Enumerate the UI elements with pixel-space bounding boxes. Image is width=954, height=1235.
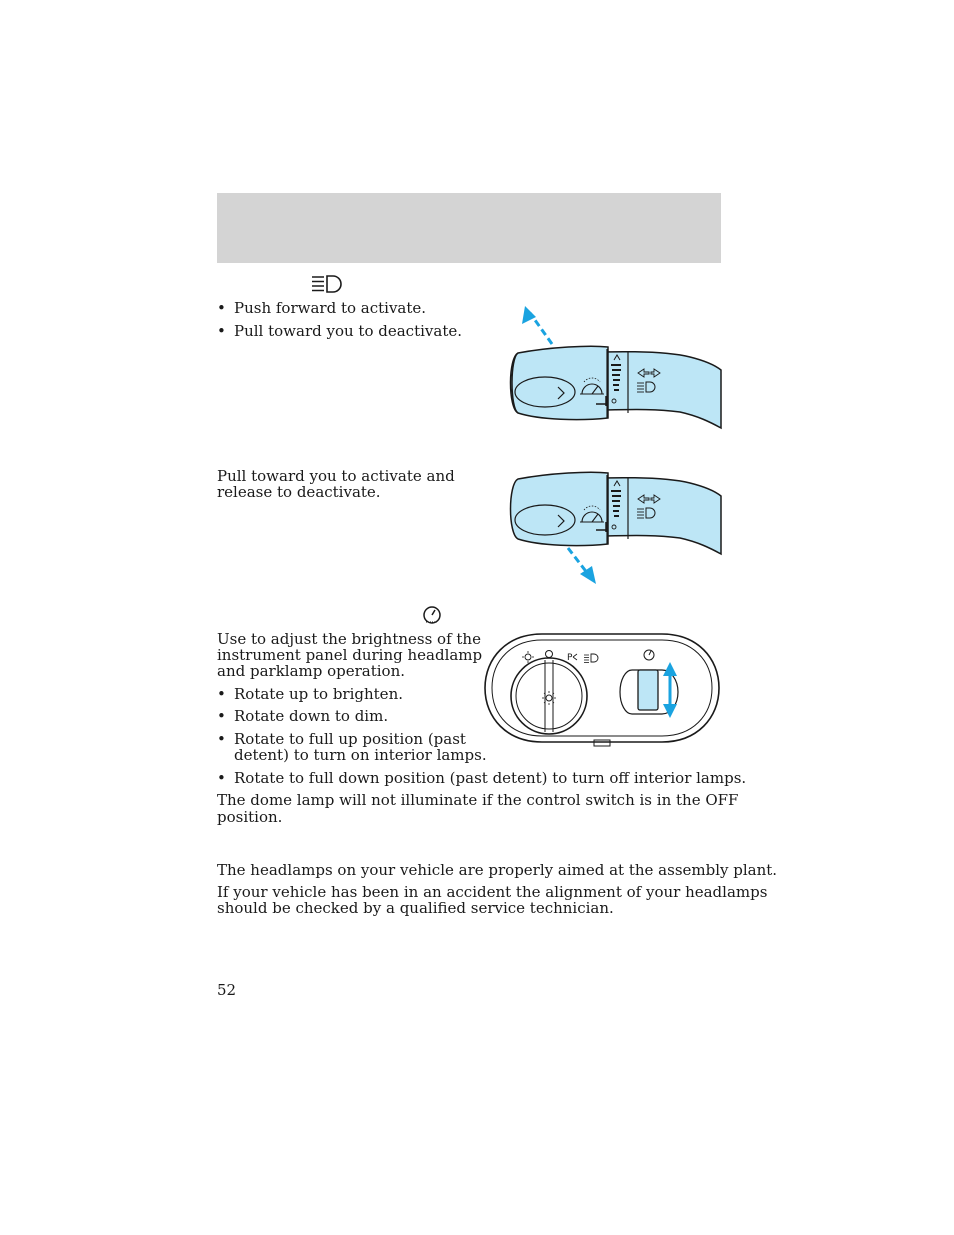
- panel-dimmer-intro-line-3: and parklamp operation.: [217, 662, 406, 680]
- panel-dimmer-intro-line-1: Use to adjust the brightness of the: [217, 630, 481, 648]
- panel-dimmer-bullet-3-line-2: detent) to turn on interior lamps.: [234, 746, 487, 764]
- svg-text:P: P: [567, 653, 573, 663]
- dome-lamp-note-line-1: The dome lamp will not illuminate if the control switch is in the OFF: [217, 791, 739, 809]
- panel-dimmer-intro-line-2: instrument panel during headlamp: [217, 646, 483, 664]
- flash-to-pass-text-line-1: Pull toward you to activate and: [217, 467, 455, 485]
- multifunction-stalk-push-figure: [500, 300, 722, 432]
- multifunction-stalk-pull-figure: [500, 468, 722, 588]
- section-header-band: [217, 193, 721, 263]
- page-number: 52: [217, 981, 237, 999]
- flash-to-pass-text-line-2: release to deactivate.: [217, 483, 381, 501]
- dome-lamp-note-line-2: position.: [217, 808, 283, 826]
- high-beam-icon: [309, 274, 343, 294]
- panel-dimmer-icon: [422, 605, 442, 625]
- aiming-paragraph-1: The headlamps on your vehicle are properly aimed at the assembly plant.: [217, 861, 778, 879]
- aiming-paragraph-2-line-2: should be checked by a qualified service technician.: [217, 899, 614, 917]
- headlamp-control-panel-figure: [482, 630, 722, 750]
- aiming-paragraph-2-line-1: If your vehicle has been in an accident the alignment of your headlamps: [217, 883, 768, 901]
